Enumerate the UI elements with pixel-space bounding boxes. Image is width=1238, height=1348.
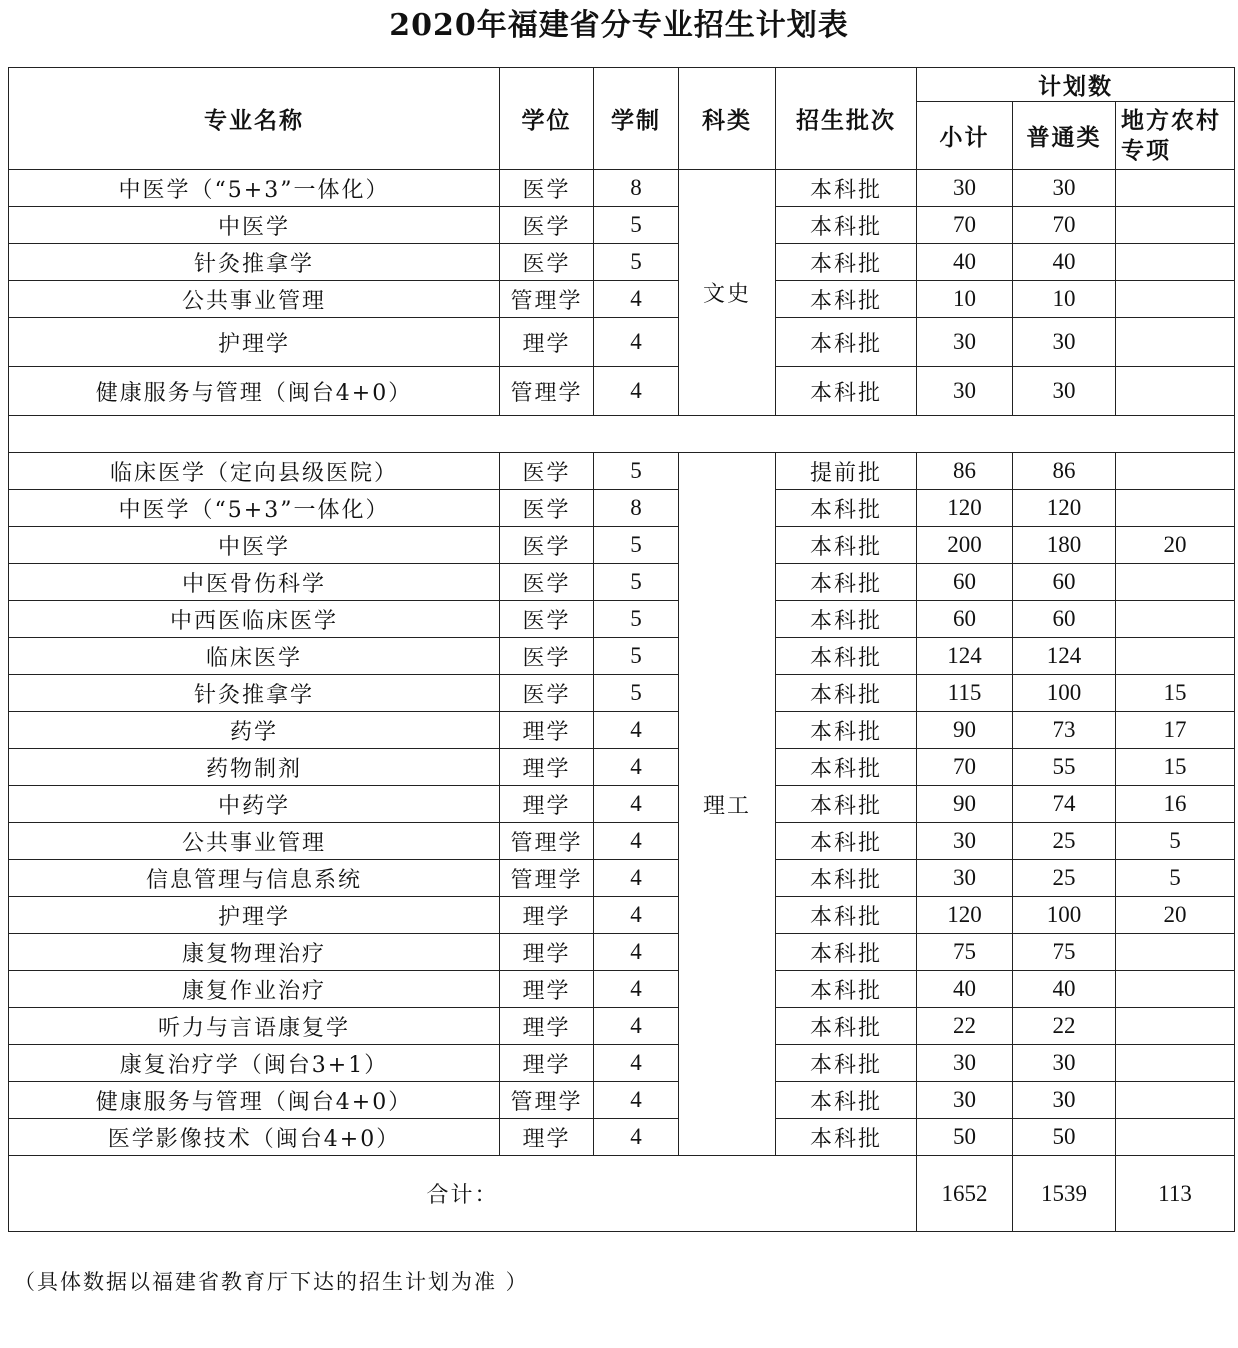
subtotal-cell: 70: [917, 207, 1013, 244]
regular-cell: 40: [1013, 971, 1116, 1008]
major-name: 康复作业治疗: [9, 971, 500, 1008]
regular-cell: 10: [1013, 281, 1116, 318]
years-cell: 8: [594, 170, 679, 207]
batch-cell: 本科批: [776, 1119, 917, 1156]
table-row: [9, 823, 1235, 860]
subtotal-cell: 200: [917, 527, 1013, 564]
subtotal-cell: 120: [917, 490, 1013, 527]
rural-cell: [1116, 1008, 1235, 1045]
subtotal-cell: 30: [917, 823, 1013, 860]
batch-cell: 本科批: [776, 823, 917, 860]
rural-cell: [1116, 1082, 1235, 1119]
batch-cell: 本科批: [776, 934, 917, 971]
table-row: [9, 749, 1235, 786]
years-cell: 4: [594, 897, 679, 934]
major-name: 针灸推拿学: [9, 675, 500, 712]
years-cell: 4: [594, 860, 679, 897]
rural-cell: 5: [1116, 823, 1235, 860]
degree-cell: 理学: [500, 1119, 594, 1156]
regular-cell: 120: [1013, 490, 1116, 527]
major-name: 医学影像技术（闽台4+0）: [9, 1119, 500, 1156]
subtotal-cell: 30: [917, 1045, 1013, 1082]
rural-cell: [1116, 281, 1235, 318]
regular-cell: 22: [1013, 1008, 1116, 1045]
degree-cell: 理学: [500, 1045, 594, 1082]
subtotal-cell: 30: [917, 170, 1013, 207]
table-row: [9, 281, 1235, 318]
header-subtotal: 小计: [917, 102, 1013, 170]
batch-cell: 本科批: [776, 170, 917, 207]
regular-cell: 124: [1013, 638, 1116, 675]
rural-cell: 15: [1116, 749, 1235, 786]
subtotal-cell: 90: [917, 712, 1013, 749]
batch-cell: 本科批: [776, 1045, 917, 1082]
table-row: [9, 601, 1235, 638]
subtotal-cell: 75: [917, 934, 1013, 971]
enrollment-plan-table: [8, 67, 1235, 1232]
header-major: 专业名称: [9, 68, 500, 170]
degree-cell: 医学: [500, 170, 594, 207]
batch-cell: 本科批: [776, 527, 917, 564]
header-regular: 普通类: [1013, 102, 1116, 170]
table-row: [9, 170, 1235, 207]
subtotal-cell: 40: [917, 971, 1013, 1008]
header-category: 科类: [679, 68, 776, 170]
batch-cell: 本科批: [776, 638, 917, 675]
table-row: [9, 638, 1235, 675]
major-name: 中医骨伤科学: [9, 564, 500, 601]
years-cell: 4: [594, 1119, 679, 1156]
table-row: [9, 244, 1235, 281]
years-cell: 5: [594, 453, 679, 490]
regular-cell: 180: [1013, 527, 1116, 564]
subtotal-cell: 60: [917, 601, 1013, 638]
table-row: [9, 564, 1235, 601]
total-label: 合计：: [9, 1156, 917, 1232]
degree-cell: 理学: [500, 786, 594, 823]
degree-cell: 医学: [500, 207, 594, 244]
rural-cell: 20: [1116, 897, 1235, 934]
years-cell: 5: [594, 675, 679, 712]
batch-cell: 本科批: [776, 712, 917, 749]
years-cell: 5: [594, 527, 679, 564]
rural-cell: [1116, 564, 1235, 601]
major-name: 中药学: [9, 786, 500, 823]
years-cell: 5: [594, 244, 679, 281]
rural-cell: 15: [1116, 675, 1235, 712]
batch-cell: 本科批: [776, 749, 917, 786]
total-row: [9, 1156, 1235, 1232]
batch-cell: 提前批: [776, 453, 917, 490]
subtotal-cell: 70: [917, 749, 1013, 786]
table-row: [9, 860, 1235, 897]
batch-cell: 本科批: [776, 1082, 917, 1119]
regular-cell: 70: [1013, 207, 1116, 244]
header-years: 学制: [594, 68, 679, 170]
table-row: [9, 897, 1235, 934]
rural-cell: 20: [1116, 527, 1235, 564]
years-cell: 4: [594, 1082, 679, 1119]
major-name: 护理学: [9, 318, 500, 367]
major-name: 康复治疗学（闽台3+1）: [9, 1045, 500, 1082]
table-row: [9, 527, 1235, 564]
table-row: [9, 675, 1235, 712]
table-row: [9, 1045, 1235, 1082]
years-cell: 4: [594, 367, 679, 416]
regular-cell: 30: [1013, 318, 1116, 367]
rural-cell: [1116, 1119, 1235, 1156]
major-name: 中医学（“5+3”一体化）: [9, 490, 500, 527]
batch-cell: 本科批: [776, 490, 917, 527]
total-rural: 113: [1116, 1156, 1235, 1232]
degree-cell: 理学: [500, 934, 594, 971]
batch-cell: 本科批: [776, 971, 917, 1008]
degree-cell: 医学: [500, 490, 594, 527]
subtotal-cell: 22: [917, 1008, 1013, 1045]
degree-cell: 医学: [500, 638, 594, 675]
table-row: [9, 318, 1235, 367]
years-cell: 5: [594, 564, 679, 601]
years-cell: 8: [594, 490, 679, 527]
degree-cell: 医学: [500, 453, 594, 490]
degree-cell: 医学: [500, 675, 594, 712]
regular-cell: 25: [1013, 823, 1116, 860]
batch-cell: 本科批: [776, 318, 917, 367]
rural-cell: [1116, 318, 1235, 367]
regular-cell: 50: [1013, 1119, 1116, 1156]
degree-cell: 理学: [500, 897, 594, 934]
major-name: 健康服务与管理（闽台4+0）: [9, 367, 500, 416]
subtotal-cell: 30: [917, 860, 1013, 897]
years-cell: 4: [594, 823, 679, 860]
regular-cell: 100: [1013, 675, 1116, 712]
major-name: 药物制剂: [9, 749, 500, 786]
subtotal-cell: 124: [917, 638, 1013, 675]
rural-cell: [1116, 244, 1235, 281]
degree-cell: 医学: [500, 527, 594, 564]
table-row: [9, 367, 1235, 416]
major-name: 护理学: [9, 897, 500, 934]
batch-cell: 本科批: [776, 1008, 917, 1045]
degree-cell: 理学: [500, 749, 594, 786]
footnote: （具体数据以福建省教育厅下达的招生计划为准 ）: [14, 1270, 529, 1294]
rural-cell: [1116, 490, 1235, 527]
subtotal-cell: 86: [917, 453, 1013, 490]
subtotal-cell: 60: [917, 564, 1013, 601]
years-cell: 5: [594, 207, 679, 244]
rural-cell: [1116, 453, 1235, 490]
batch-cell: 本科批: [776, 281, 917, 318]
degree-cell: 管理学: [500, 281, 594, 318]
years-cell: 4: [594, 1008, 679, 1045]
header-rural: 地方农村专项: [1116, 102, 1235, 170]
years-cell: 4: [594, 971, 679, 1008]
major-name: 临床医学（定向县级医院）: [9, 453, 500, 490]
major-name: 康复物理治疗: [9, 934, 500, 971]
table-row: [9, 453, 1235, 490]
regular-cell: 30: [1013, 1045, 1116, 1082]
regular-cell: 75: [1013, 934, 1116, 971]
rural-cell: [1116, 601, 1235, 638]
years-cell: 4: [594, 934, 679, 971]
regular-cell: 25: [1013, 860, 1116, 897]
subtotal-cell: 120: [917, 897, 1013, 934]
years-cell: 5: [594, 601, 679, 638]
major-name: 药学: [9, 712, 500, 749]
degree-cell: 医学: [500, 244, 594, 281]
rural-cell: [1116, 207, 1235, 244]
rural-cell: [1116, 934, 1235, 971]
degree-cell: 理学: [500, 1008, 594, 1045]
subtotal-cell: 30: [917, 318, 1013, 367]
regular-cell: 60: [1013, 601, 1116, 638]
major-name: 健康服务与管理（闽台4+0）: [9, 1082, 500, 1119]
regular-cell: 100: [1013, 897, 1116, 934]
years-cell: 4: [594, 1045, 679, 1082]
batch-cell: 本科批: [776, 367, 917, 416]
batch-cell: 本科批: [776, 675, 917, 712]
table-row: [9, 971, 1235, 1008]
degree-cell: 理学: [500, 712, 594, 749]
major-name: 临床医学: [9, 638, 500, 675]
header-batch: 招生批次: [776, 68, 917, 170]
regular-cell: 73: [1013, 712, 1116, 749]
years-cell: 4: [594, 712, 679, 749]
regular-cell: 60: [1013, 564, 1116, 601]
rural-cell: 16: [1116, 786, 1235, 823]
subtotal-cell: 10: [917, 281, 1013, 318]
category-wenshi: 文史: [679, 170, 776, 416]
subtotal-cell: 50: [917, 1119, 1013, 1156]
rural-cell: [1116, 971, 1235, 1008]
degree-cell: 管理学: [500, 860, 594, 897]
batch-cell: 本科批: [776, 786, 917, 823]
major-name: 中医学: [9, 207, 500, 244]
regular-cell: 30: [1013, 170, 1116, 207]
table-row: [9, 786, 1235, 823]
degree-cell: 管理学: [500, 823, 594, 860]
subtotal-cell: 30: [917, 367, 1013, 416]
degree-cell: 管理学: [500, 1082, 594, 1119]
batch-cell: 本科批: [776, 897, 917, 934]
subtotal-cell: 40: [917, 244, 1013, 281]
header-degree: 学位: [500, 68, 594, 170]
rural-cell: 5: [1116, 860, 1235, 897]
table-row: [9, 490, 1235, 527]
degree-cell: 理学: [500, 971, 594, 1008]
table-row: [9, 1008, 1235, 1045]
batch-cell: 本科批: [776, 207, 917, 244]
table-row: [9, 934, 1235, 971]
total-subtotal: 1652: [917, 1156, 1013, 1232]
table-row: [9, 207, 1235, 244]
major-name: 公共事业管理: [9, 281, 500, 318]
category-ligong: 理工: [679, 453, 776, 1156]
regular-cell: 55: [1013, 749, 1116, 786]
table-row: [9, 712, 1235, 749]
batch-cell: 本科批: [776, 860, 917, 897]
batch-cell: 本科批: [776, 244, 917, 281]
major-name: 中医学（“5+3”一体化）: [9, 170, 500, 207]
batch-cell: 本科批: [776, 564, 917, 601]
batch-cell: 本科批: [776, 601, 917, 638]
section-separator-row: [9, 416, 1235, 453]
regular-cell: 74: [1013, 786, 1116, 823]
degree-cell: 医学: [500, 564, 594, 601]
years-cell: 4: [594, 786, 679, 823]
years-cell: 5: [594, 638, 679, 675]
subtotal-cell: 90: [917, 786, 1013, 823]
page-title: 2020年福建省分专业招生计划表: [389, 8, 849, 43]
major-name: 中西医临床医学: [9, 601, 500, 638]
degree-cell: 理学: [500, 318, 594, 367]
major-name: 信息管理与信息系统: [9, 860, 500, 897]
years-cell: 4: [594, 318, 679, 367]
regular-cell: 86: [1013, 453, 1116, 490]
years-cell: 4: [594, 281, 679, 318]
major-name: 中医学: [9, 527, 500, 564]
regular-cell: 30: [1013, 367, 1116, 416]
table-row: [9, 1082, 1235, 1119]
degree-cell: 管理学: [500, 367, 594, 416]
major-name: 公共事业管理: [9, 823, 500, 860]
subtotal-cell: 115: [917, 675, 1013, 712]
rural-cell: [1116, 638, 1235, 675]
header-plan-count: 计划数: [917, 68, 1235, 102]
rural-cell: [1116, 170, 1235, 207]
total-regular: 1539: [1013, 1156, 1116, 1232]
rural-cell: 17: [1116, 712, 1235, 749]
rural-cell: [1116, 1045, 1235, 1082]
separator-cell: [9, 416, 1235, 453]
regular-cell: 40: [1013, 244, 1116, 281]
degree-cell: 医学: [500, 601, 594, 638]
regular-cell: 30: [1013, 1082, 1116, 1119]
subtotal-cell: 30: [917, 1082, 1013, 1119]
rural-cell: [1116, 367, 1235, 416]
years-cell: 4: [594, 749, 679, 786]
table-row: [9, 1119, 1235, 1156]
major-name: 听力与言语康复学: [9, 1008, 500, 1045]
major-name: 针灸推拿学: [9, 244, 500, 281]
